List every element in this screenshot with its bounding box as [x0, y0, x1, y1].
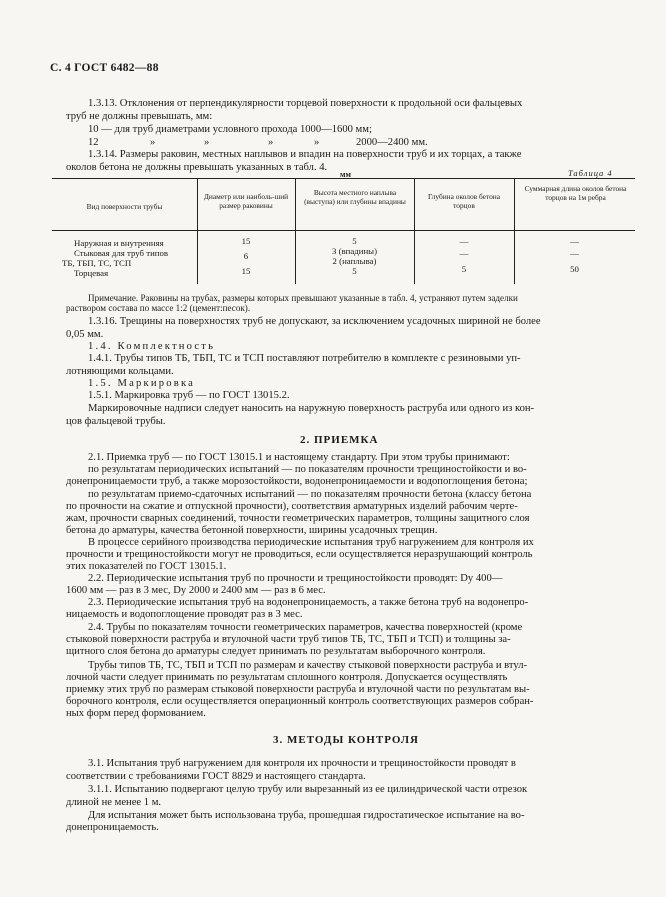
table-cell: 15	[241, 266, 251, 276]
table-cell: —	[570, 248, 579, 258]
para-2-1-line-1: 2.1. Приемка труб — по ГОСТ 13015.1 и настоящему стандарту. При этом трубы принимают:	[88, 452, 510, 463]
ditto-mark: »	[204, 137, 210, 148]
table-cell: 5	[352, 236, 357, 246]
ditto-mark: »	[150, 137, 156, 148]
section-heading-3: 3. МЕТОДЫ КОНТРОЛЯ	[273, 734, 419, 746]
para-2-1-line-5: по прочности на сжатие и отпускной прочности), соответствия арматурных изделий рабочим черте-	[66, 501, 518, 512]
table-cell: 5	[352, 266, 357, 276]
para-1-3-14-line-2: околов бетона не должны превышать указанных в табл. 4.	[66, 162, 328, 173]
para-1-3-14-line-1: 1.3.14. Размеры раковин, местных наплывов и впадин на поверхности труб и их торцах, а также	[88, 149, 522, 160]
para-1-3-13-line-1: 1.3.13. Отклонения от перпендикулярности торцевой поверхности к продольной оси фальцевых	[88, 98, 523, 109]
table-cell: 2 (наплыва)	[332, 256, 377, 266]
para-1-3-13-line-4a: 12	[88, 137, 99, 148]
para-1-4-1-line-2: лотняющими кольцами.	[66, 366, 174, 377]
table-caption: Таблица 4	[568, 168, 613, 178]
table-cell: 6	[243, 251, 249, 261]
table-4	[52, 178, 635, 284]
table-cell: 50	[570, 264, 579, 274]
para-2-1-line-8: В процессе серийного производства периодические испытания труб нагружением для контроля их	[88, 537, 534, 548]
para-2-1-line-6: жам, прочности сварных соединений, точности геометрических параметров, толщины защитного слоя	[66, 513, 530, 524]
para-last-line-2: донепроницаемость.	[66, 822, 159, 833]
table-cell: —	[570, 236, 579, 246]
table-cell: —	[459, 248, 469, 258]
table-row-label: Стыковая для труб типов	[74, 248, 169, 258]
para-2-3-line-1: 2.3. Периодические испытания труб на водонепроницаемость, а также бетона труб на водонепро-	[88, 597, 529, 608]
ditto-mark: »	[314, 137, 320, 148]
para-3-1-line-1: 3.1. Испытания труб нагружением для контроля их прочности и трещиностойкости проводят в	[88, 758, 516, 769]
para-1-4-1-line-1: 1.4.1. Трубы типов ТБ, ТБП, ТС и ТСП поставляют потребителю в комплекте с резиновыми уп-	[88, 353, 521, 364]
para-1-3-13-line-4f: 2000—2400 мм.	[356, 137, 428, 148]
para-2-1-line-9: прочности и трещиностойкости могут не проводиться, если осуществляется неразрушающий контроль	[66, 549, 533, 560]
para-2-1-line-7: бетона до арматуры, качества бетонной поверхности, ширины усадочных трещин.	[66, 525, 438, 536]
para-1-3-13-line-2: труб не должны превышать, мм:	[66, 111, 213, 122]
para-3-1-1-line-1: 3.1.1. Испытанию подвергают целую трубу или вырезанный из ее цилиндрической части отрезок	[88, 784, 528, 795]
para-2-2-line-1: 2.2. Периодические испытания труб по прочности и трещиностойкости проводят: Dу 400—	[88, 573, 503, 584]
section-heading-2: 2. ПРИЕМКА	[300, 434, 379, 446]
table-border-top	[52, 178, 635, 179]
table-unit: мм	[340, 170, 351, 179]
table-row-label: ТБ, ТБП, ТС, ТСП	[62, 258, 132, 268]
para-types-line-2: лочной части следует принимать по результатам сплошного контроля. Допускается осуществлять	[66, 672, 508, 683]
table-cell: 3 (впадины)	[331, 246, 378, 256]
table-row-label: Наружная и внутренняя	[74, 238, 164, 248]
para-1-3-16-line-2: 0,05 мм.	[66, 329, 104, 340]
para-2-1-line-10: этих показателей по ГОСТ 13015.1.	[66, 561, 227, 572]
para-2-1-line-4: по результатам приемо-сдаточных испытаний — по показателям прочности бетона (классу бетона	[88, 489, 532, 500]
para-1-3-13-line-3: 10 — для труб диаметрами условного прохода 1000—1600 мм;	[88, 124, 372, 135]
para-2-1-line-2: по результатам периодических испытаний — по показателям прочности трещиностойкости и во-	[88, 464, 527, 475]
para-3-1-line-2: соответствии с требованиями ГОСТ 8829 и настоящего стандарта.	[66, 771, 366, 782]
para-1-3-16-line-1: 1.3.16. Трещины на поверхностях труб не допускают, за исключением усадочных шириной не более	[88, 316, 541, 327]
section-heading-1-4: 1.4. Комплектность	[88, 341, 216, 352]
table-cell: 5	[461, 264, 467, 274]
para-types-line-4: борочного контроля, если осуществляется операционный контроль соответствующих размеров собран-	[66, 696, 534, 707]
para-types-line-3: приемку этих труб по размерам стыковой поверхности раструба и втулочной части по результатам вы-	[66, 684, 530, 695]
page-header: С. 4 ГОСТ 6482—88	[50, 62, 159, 74]
table-note-line-2: раствором состава по массе 1:2 (цемент:песок).	[66, 303, 251, 313]
para-1-5-1: 1.5.1. Маркировка труб — по ГОСТ 13015.2.	[88, 390, 290, 401]
para-types-line-5: ных форм перед формованием.	[66, 708, 206, 719]
para-2-4-line-2: стыковой поверхности раструба и втулочной части труб типов ТБ, ТС, ТБП и ТСП) и толщины за-	[66, 634, 511, 645]
para-2-1-line-3: донепроницаемости труб, а также морозостойкости, водонепроницаемости и водопоглощения бетона;	[66, 476, 528, 487]
para-marking-line-1: Маркировочные надписи следует наносить на наружную поверхность раструба или одного из кон-	[88, 403, 535, 414]
table-row-label: Торцевая	[74, 268, 109, 278]
para-2-2-line-2: 1600 мм — раз в 3 мес, Dу 2000 и 2400 мм — раз в 6 мес.	[66, 585, 326, 596]
table-note-line-1: Примечание. Раковины на трубах, размеры которых превышают указанные в табл. 4, устраняют путем заделки	[88, 293, 518, 303]
para-2-4-line-1: 2.4. Трубы по показателям точности геометрических параметров, качества поверхностей (кроме	[88, 622, 523, 633]
para-types-line-1: Трубы типов ТБ, ТС, ТБП и ТСП по размерам и качеству стыковой поверхности раструба и втул-	[88, 660, 528, 671]
table-header-rule	[52, 230, 635, 231]
table-cell: 15	[241, 236, 251, 246]
table-header-cell: Высота местного наплыва (выступа) или глубины впадины	[304, 188, 406, 206]
para-2-3-line-2: ницаемость и водопоглощение проводят раз в 3 мес.	[66, 609, 303, 620]
table-cell: —	[459, 236, 469, 246]
table-header-cell: Суммарная длина околов бетона торцов на 1м ребра	[524, 184, 627, 202]
para-2-4-line-3: щитного слоя бетона до арматуры следует принимать по результатам выборочного контроля.	[66, 646, 486, 657]
table-header-cell: Глубина околов бетона торцов	[427, 192, 501, 210]
ditto-mark: »	[268, 137, 274, 148]
para-3-1-1-line-2: длиной не менее 1 м.	[66, 797, 162, 808]
table-header-cell: Диаметр или наиболь-ший размер раковины	[203, 192, 289, 210]
para-last-line-1: Для испытания может быть использована труба, прошедшая гидростатическое испытание на во-	[88, 810, 525, 821]
table-header-cell: Вид поверхности трубы	[86, 202, 163, 211]
para-marking-line-2: цов фальцевой трубы.	[66, 416, 166, 427]
section-heading-1-5: 1.5. Маркировка	[88, 378, 196, 389]
